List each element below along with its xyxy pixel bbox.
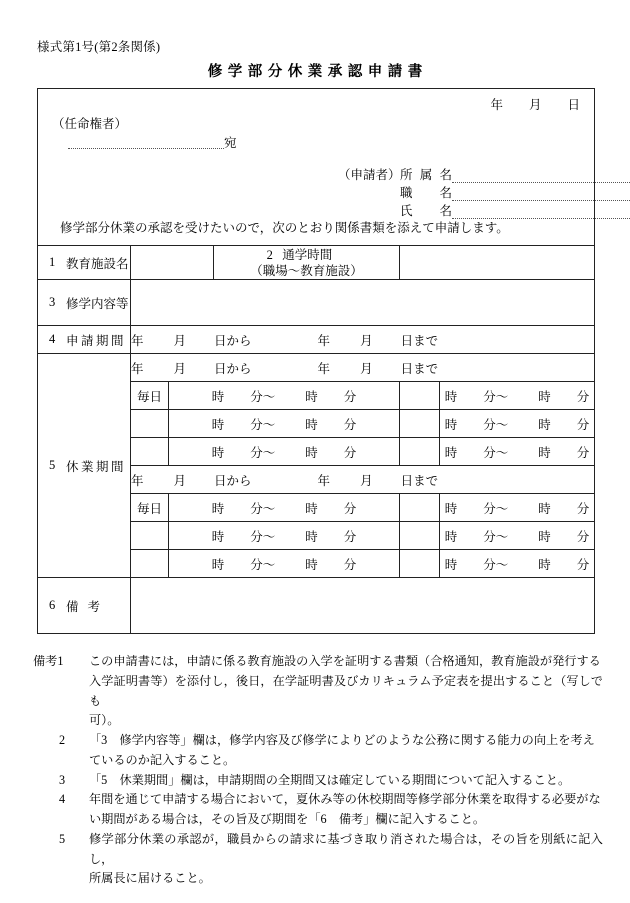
input-leave-time-1c-mid[interactable] (400, 438, 440, 466)
footnote-2-body (89, 731, 603, 771)
t2a-r-hour: 時 (444, 501, 458, 516)
input-facility-name[interactable] (131, 246, 214, 280)
input-leave-time-1b-mid[interactable] (400, 410, 440, 438)
leave2-month2: 月 (360, 473, 373, 488)
row2-sublabel: （職場～教育施設） (250, 263, 363, 278)
document-title: 修学部分休業承認申請書 (207, 64, 428, 80)
appointer-label: （任命権者） (52, 117, 128, 131)
t1a-r-hour: 時 (444, 389, 458, 404)
row3-label: 修学内容等 (66, 296, 129, 311)
t1b-r-hour2: 時 (538, 417, 551, 432)
app-period-year: 年 (131, 333, 144, 348)
t1a-r-min: 分 (576, 389, 590, 404)
t2b-hour2: 時 (305, 529, 318, 544)
row2-label: 通学時間 (282, 247, 333, 262)
input-leave-time-2a-mid[interactable] (400, 494, 440, 522)
t1b-min: 分 (343, 417, 357, 432)
t2c-r-min-range: 分～ (483, 557, 509, 572)
daily-blank-1b[interactable] (131, 410, 169, 438)
input-leave-time-1a-mid[interactable] (400, 382, 440, 410)
t2c-hour2: 時 (305, 557, 318, 572)
footnote-1-line-3: 可）。 (89, 713, 120, 728)
footnote-1-body (89, 652, 603, 731)
t2c-r-hour: 時 (444, 557, 458, 572)
daily-label-1: 毎日 (131, 382, 169, 410)
name-label: 氏名 (400, 204, 452, 218)
affiliation-label: 所属名 (400, 168, 452, 182)
position-label: 職名 (400, 186, 452, 200)
intro-text: 修学部分休業の承認を受けたいので，次のとおり関係書類を添えて申請します。 (60, 221, 509, 235)
input-leave-time-1b-left[interactable] (169, 410, 400, 438)
row3-number: 3 (49, 295, 56, 309)
leave1-month: 月 (173, 361, 187, 376)
row4-label: 申請期間 (66, 333, 127, 348)
leave2-year2: 年 (317, 473, 331, 488)
footnote-1-number: 1 (57, 654, 64, 668)
footnote-item-3 (33, 771, 603, 791)
leave1-year: 年 (131, 361, 144, 376)
t2c-min-range: 分～ (250, 557, 276, 572)
footnote-5-number: 5 (59, 831, 66, 846)
footnote-3-body (89, 771, 603, 791)
t2a-hour2: 時 (305, 501, 318, 516)
input-leave-time-2b-mid[interactable] (400, 522, 440, 550)
t1c-r-min: 分 (576, 445, 590, 460)
t2c-r-min: 分 (576, 557, 590, 572)
daily-blank-2c[interactable] (131, 550, 169, 578)
t1a-r-hour2: 時 (538, 389, 551, 404)
date-line (491, 95, 581, 113)
label-application-period (38, 326, 131, 354)
t1c-min: 分 (343, 445, 357, 460)
footnote-item-2 (33, 731, 603, 771)
input-application-period[interactable] (131, 326, 595, 354)
t1a-min-range: 分～ (250, 389, 276, 404)
footnote-item-4 (33, 790, 603, 830)
t1a-hour2: 時 (305, 389, 318, 404)
addressee-suffix: 宛 (224, 136, 237, 150)
t1b-hour: 時 (211, 417, 225, 432)
daily-label-2: 毎日 (131, 494, 169, 522)
footnote-2-line-1: 「3 修学内容等」欄は，修学内容及び修学によりどのような公務に関する能力の向上を考え (89, 733, 595, 748)
footnote-4-line-1: 年間を通じて申請する場合において，夏休み等の休校期間等修学部分休業を取得する必要がな (89, 792, 601, 807)
t2b-r-min-range: 分～ (483, 529, 509, 544)
input-leave-time-1c-left[interactable] (169, 438, 400, 466)
leave2-day-from: 日から (214, 473, 252, 488)
label-leave-period (38, 354, 131, 578)
app-period-year2: 年 (317, 333, 331, 348)
leave1-month2: 月 (360, 361, 373, 376)
t1c-hour2: 時 (305, 445, 318, 460)
footnote-1-line-2: 入学証明書等）を添付し，後日，在学証明書及びカリキュラム予定表を提出すること（写しでも (89, 673, 603, 708)
input-leave-time-2c-right[interactable] (440, 550, 595, 578)
t2a-min-range: 分～ (250, 501, 276, 516)
t2a-hour: 時 (211, 501, 225, 516)
input-leave-period-2[interactable] (131, 466, 595, 494)
t1b-r-min-range: 分～ (483, 417, 509, 432)
position-input[interactable] (452, 188, 630, 201)
input-commute-time[interactable] (400, 246, 595, 280)
applicant-block (338, 165, 630, 219)
app-period-month: 月 (173, 333, 187, 348)
t2c-min: 分 (343, 557, 357, 572)
footnotes-heading: 備考 (33, 654, 58, 668)
row1-label: 教育施設名 (66, 256, 129, 271)
footnote-1-head (33, 652, 89, 672)
row4-number: 4 (49, 332, 56, 346)
row5-number: 5 (49, 458, 56, 472)
app-period-day-to: 日まで (400, 333, 439, 348)
date-year-label: 年 (490, 98, 504, 112)
application-form-table (37, 88, 595, 634)
input-leave-time-1a-left[interactable] (169, 382, 400, 410)
t2c-r-hour2: 時 (538, 557, 551, 572)
footnote-2-line-2: ているのか記入すること。 (89, 752, 236, 767)
footnote-item-5 (33, 830, 603, 889)
label-facility-name (38, 246, 131, 280)
footnote-item-1 (33, 652, 603, 731)
footnote-5-line-2: 所属長に届けること。 (89, 871, 211, 886)
daily-blank-1c[interactable] (131, 438, 169, 466)
t2a-min: 分 (343, 501, 357, 516)
input-leave-time-1c-right[interactable] (440, 438, 595, 466)
date-month-label: 月 (529, 98, 542, 112)
leave2-year: 年 (131, 473, 144, 488)
t1a-hour: 時 (211, 389, 225, 404)
row2-line1 (214, 247, 399, 263)
t2c-hour: 時 (211, 557, 225, 572)
row1-number: 1 (49, 255, 56, 269)
t1c-r-hour2: 時 (538, 445, 551, 460)
t2b-r-hour: 時 (444, 529, 458, 544)
footnote-3-line-1: 「5 休業期間」欄は，申請期間の全期間又は確定している期間について記入すること。 (89, 772, 571, 787)
input-leave-time-2a-left[interactable] (169, 494, 400, 522)
footnote-5-line-1: 修学部分休業の承認が，職員からの請求に基づき取り消された場合は，その旨を別紙に記入し， (89, 831, 603, 866)
footnote-4-line-2: い期間がある場合は，その旨及び期間を「6 備考」欄に記入すること。 (89, 812, 486, 827)
input-leave-time-2c-left[interactable] (169, 550, 400, 578)
applicant-row-name (338, 201, 630, 219)
t1b-r-hour: 時 (444, 417, 458, 432)
t1a-r-min-range: 分～ (483, 389, 509, 404)
addressee-input[interactable] (68, 135, 224, 149)
input-leave-time-2b-right[interactable] (440, 522, 595, 550)
t2b-r-hour2: 時 (538, 529, 551, 544)
app-period-day-from: 日から (214, 333, 252, 348)
footnote-2-number: 2 (59, 733, 66, 748)
input-leave-time-2a-right[interactable] (440, 494, 595, 522)
form-number: 様式第1号(第2条関係) (37, 40, 161, 54)
footnotes (33, 652, 603, 889)
row-study-content (38, 280, 595, 326)
t2b-min-range: 分～ (250, 529, 276, 544)
leave1-year2: 年 (317, 361, 331, 376)
t1b-hour2: 時 (305, 417, 318, 432)
row2-number: 2 (266, 247, 273, 262)
row6-label: 備考 (66, 599, 110, 614)
row6-number: 6 (49, 598, 56, 612)
label-commute-time (214, 246, 400, 280)
label-study-content (38, 280, 131, 326)
form-header-cell (38, 89, 595, 246)
footnote-5-body (89, 830, 603, 889)
input-leave-period-1[interactable] (131, 354, 595, 382)
input-leave-time-1a-right[interactable] (440, 382, 595, 410)
app-period-month2: 月 (360, 333, 373, 348)
applicant-prefix: （申請者） (338, 168, 401, 182)
row-leave-period-1-dates (38, 354, 595, 382)
t1a-min: 分 (343, 389, 357, 404)
row5-label: 休業期間 (66, 459, 127, 474)
leave2-day-to: 日まで (400, 473, 439, 488)
t2b-r-min: 分 (576, 529, 590, 544)
input-remarks[interactable] (131, 578, 595, 634)
t2a-r-hour2: 時 (538, 501, 551, 516)
addressee-line (68, 133, 237, 151)
daily-blank-2b[interactable] (131, 522, 169, 550)
footnote-3-number: 3 (59, 772, 66, 787)
t2b-hour: 時 (211, 529, 225, 544)
t1c-min-range: 分～ (250, 445, 276, 460)
t1b-min-range: 分～ (250, 417, 276, 432)
row-remarks (38, 578, 595, 634)
leave1-day-to: 日まで (400, 361, 439, 376)
affiliation-input[interactable] (452, 170, 630, 183)
input-leave-time-2c-mid[interactable] (400, 550, 440, 578)
t1b-r-min: 分 (576, 417, 590, 432)
date-day-label: 日 (567, 98, 581, 112)
footnote-4-number: 4 (59, 792, 66, 807)
form-header-row (38, 89, 595, 246)
t1c-r-hour: 時 (444, 445, 458, 460)
t2a-r-min: 分 (576, 501, 590, 516)
row-application-period (38, 326, 595, 354)
footnote-1-line-1: この申請書には，申請に係る教育施設の入学を証明する書類（合格通知，教育施設が発行する (89, 654, 601, 668)
row-facility-and-commute (38, 246, 595, 280)
label-remarks (38, 578, 131, 634)
t1c-r-min-range: 分～ (483, 445, 509, 460)
t1c-hour: 時 (211, 445, 225, 460)
input-leave-time-1b-right[interactable] (440, 410, 595, 438)
applicant-row-position (338, 183, 630, 201)
input-leave-time-2b-left[interactable] (169, 522, 400, 550)
leave2-month: 月 (173, 473, 187, 488)
footnote-4-body (89, 790, 603, 830)
applicant-row-affiliation (338, 165, 630, 183)
leave1-day-from: 日から (214, 361, 252, 376)
t2a-r-min-range: 分～ (483, 501, 509, 516)
t2b-min: 分 (343, 529, 357, 544)
input-study-content[interactable] (131, 280, 595, 326)
